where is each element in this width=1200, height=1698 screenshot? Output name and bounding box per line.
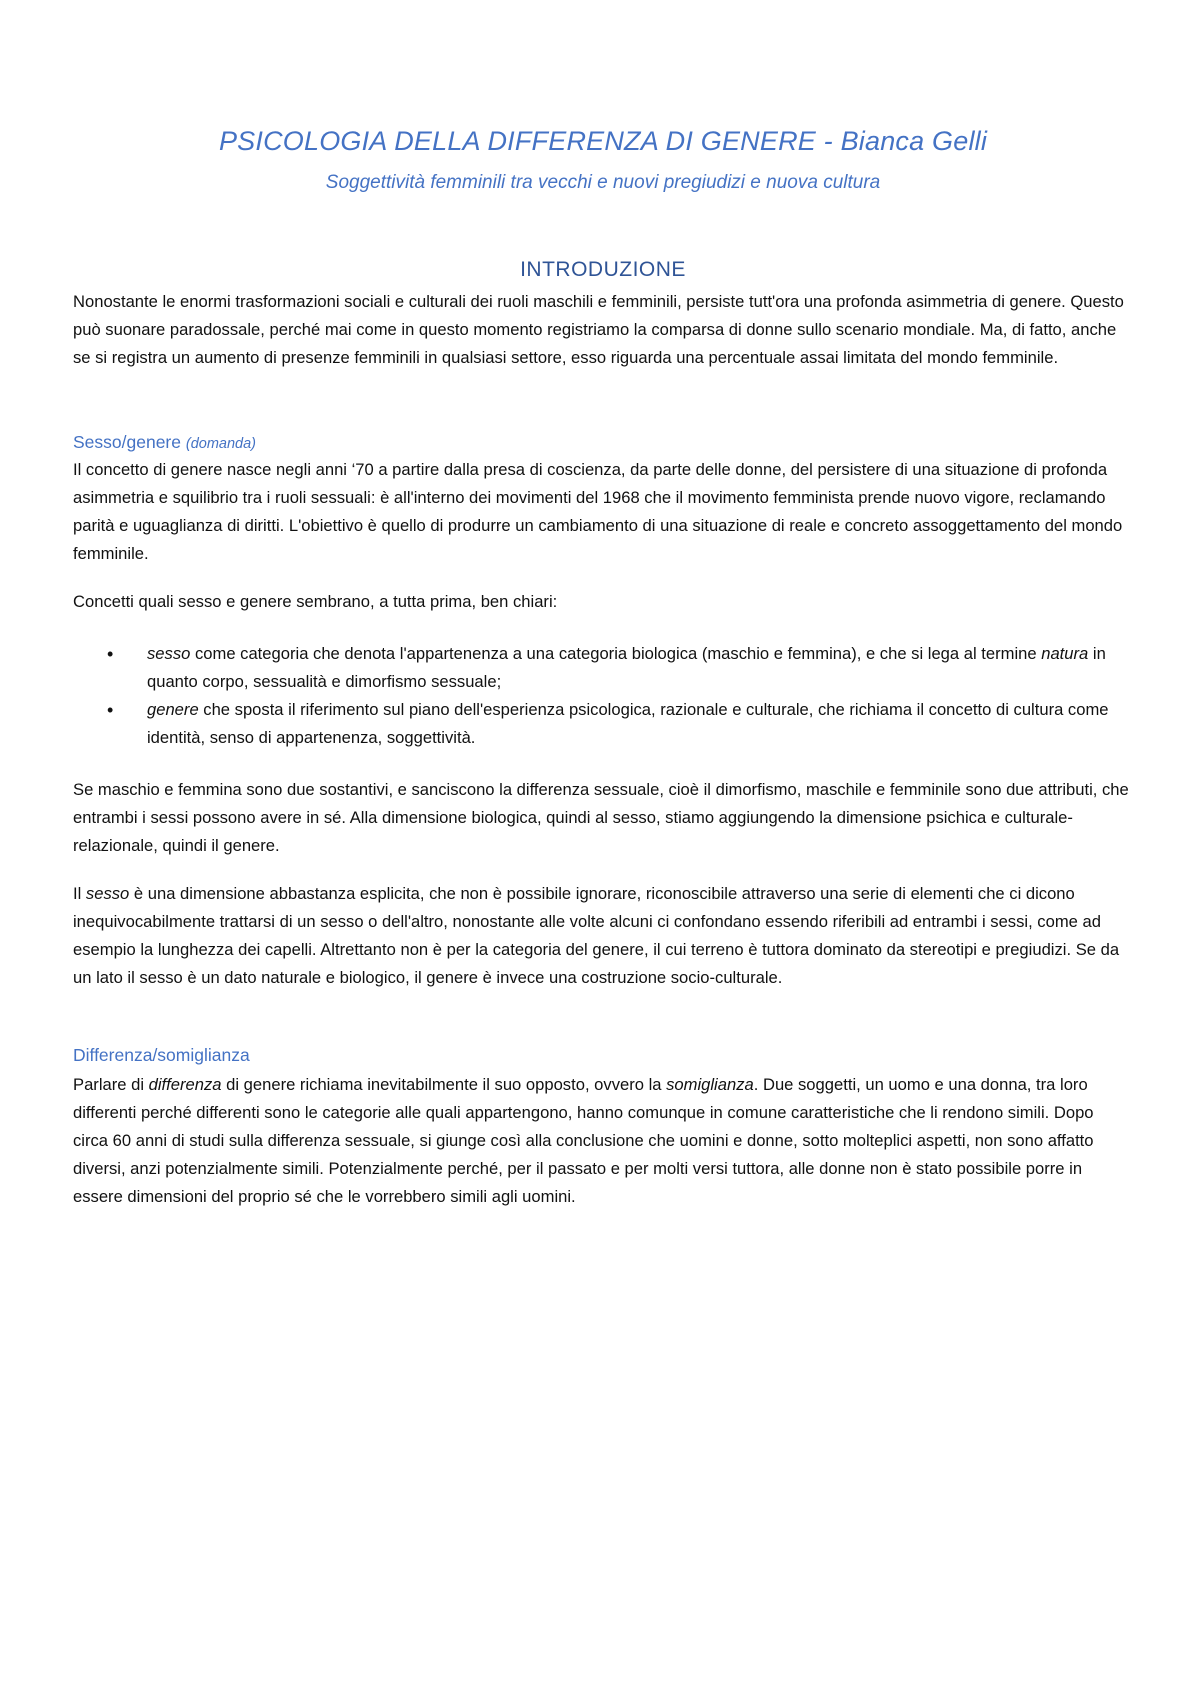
term-genere: genere (147, 700, 199, 719)
bullet-text: in quanto corpo, sessualità e dimorfismo sessuale; (147, 644, 1106, 691)
bullet-text: che sposta il riferimento sul piano dell'esperienza psicologica, razionale e culturale, che richiama il concetto di cultura come identità, senso di appartenenza, soggettività. (147, 700, 1109, 747)
term-somiglianza: somiglianza (666, 1075, 754, 1094)
concept-bullet-list (73, 640, 1133, 752)
list-item-sesso (73, 640, 1133, 696)
paragraph-text: di genere richiama inevitabilmente il suo opposto, ovvero la (221, 1075, 667, 1094)
document-subtitle: Soggettività femminili tra vecchi e nuovi pregiudizi e nuova cultura (325, 172, 881, 193)
sesso-dimension-paragraph (73, 880, 1133, 992)
term-sesso: sesso (147, 644, 191, 663)
bullet-text: come categoria che denota l'appartenenza a una categoria biologica (maschio e femmina), e che si lega al termine (190, 644, 1042, 663)
bullet-icon: • (107, 700, 114, 720)
subheading-sesso-genere-text: Sesso/genere (73, 432, 181, 452)
differenza-paragraph (73, 1071, 1133, 1211)
intro-paragraph: Nonostante le enormi trasformazioni sociali e culturali dei ruoli maschili e femminili, persiste tutt'ora una profonda asimmetria di genere. Questo può suonare paradossale, perché mai come in questo momento registriamo la comparsa di donne sullo scenario mondiale. Ma, di fatto, anche se si registra un aumento di presenze femminili in qualsiasi settore, esso riguarda una percentuale assai limitata del mondo femminile. (73, 292, 1124, 367)
paragraph-text: Parlare di (73, 1075, 149, 1094)
term-natura: natura (1041, 644, 1089, 663)
dimorfismo-paragraph: Se maschio e femmina sono due sostantivi, e sanciscono la differenza sessuale, cioè il dimorfismo, maschile e femminile sono due attributi, che entrambi i sessi possono avere in sé. Alla dimensione biologica, quindi al sesso, stiamo aggiungendo la dimensione psichica e culturale-relazionale, quindi il genere. (73, 780, 1129, 855)
paragraph-text: è una dimensione abbastanza esplicita, che non è possibile ignorare, riconoscibile attraverso una serie di elementi che ci dicono inequivocabilmente trattarsi di un sesso o dell'altro, nonostante alle volte alcuni ci confondano essendo riferibili ad entrambi i sessi, come ad esempio la lunghezza dei capelli. Altrettanto non è per la categoria del genere, il cui terreno è tuttora dominato da stereotipi e pregiudizi. Se da un lato il sesso è un dato naturale e biologico, il genere è invece una costruzione socio-culturale. (73, 884, 1120, 987)
paragraph-text: Il (73, 884, 86, 903)
term-sesso-inline: sesso (85, 884, 130, 903)
concepts-paragraph: Concetti quali sesso e genere sembrano, a tutta prima, ben chiari: (73, 592, 558, 611)
sesso-genere-paragraph: Il concetto di genere nasce negli anni ‘70 a partire dalla presa di coscienza, da parte delle donne, del persistere di una situazione di profonda asimmetria e squilibrio tra i ruoli sessuali: è all'interno dei movimenti del 1968 che il movimento femminista prende nuovo vigore, reclamando parità e uguaglianza di diritti. L'obiettivo è quello di produrre un cambiamento di una situazione di reale e concreto assoggettamento del mondo femminile. (73, 460, 1123, 563)
bullet-icon: • (107, 644, 114, 664)
subheading-differenza-somiglianza: Differenza/somiglianza (73, 1045, 250, 1065)
paragraph-text: . Due soggetti, un uomo e una donna, tra loro differenti perché differenti sono le categorie alle quali appartengono, hanno comunque in comune caratteristiche che li rendono simili. Dopo circa 60 anni di studi sulla differenza sessuale, si giunge così alla conclusione che uomini e donne, sotto molteplici aspetti, non sono affatto diversi, anzi potenzialmente simili. Potenzialmente perché, per il passato e per molti versi tuttora, alle donne non è stato possibile porre in essere dimensioni del proprio sé che le vorrebbero simili agli uomini. (73, 1075, 1094, 1206)
section-heading-introduzione: INTRODUZIONE (520, 258, 686, 281)
subheading-sesso-genere (73, 432, 256, 453)
term-differenza: differenza (148, 1075, 222, 1094)
list-item-genere (73, 696, 1133, 752)
subheading-note: (domanda) (185, 436, 256, 452)
document-title: PSICOLOGIA DELLA DIFFERENZA DI GENERE - Bianca Gelli (218, 126, 988, 156)
